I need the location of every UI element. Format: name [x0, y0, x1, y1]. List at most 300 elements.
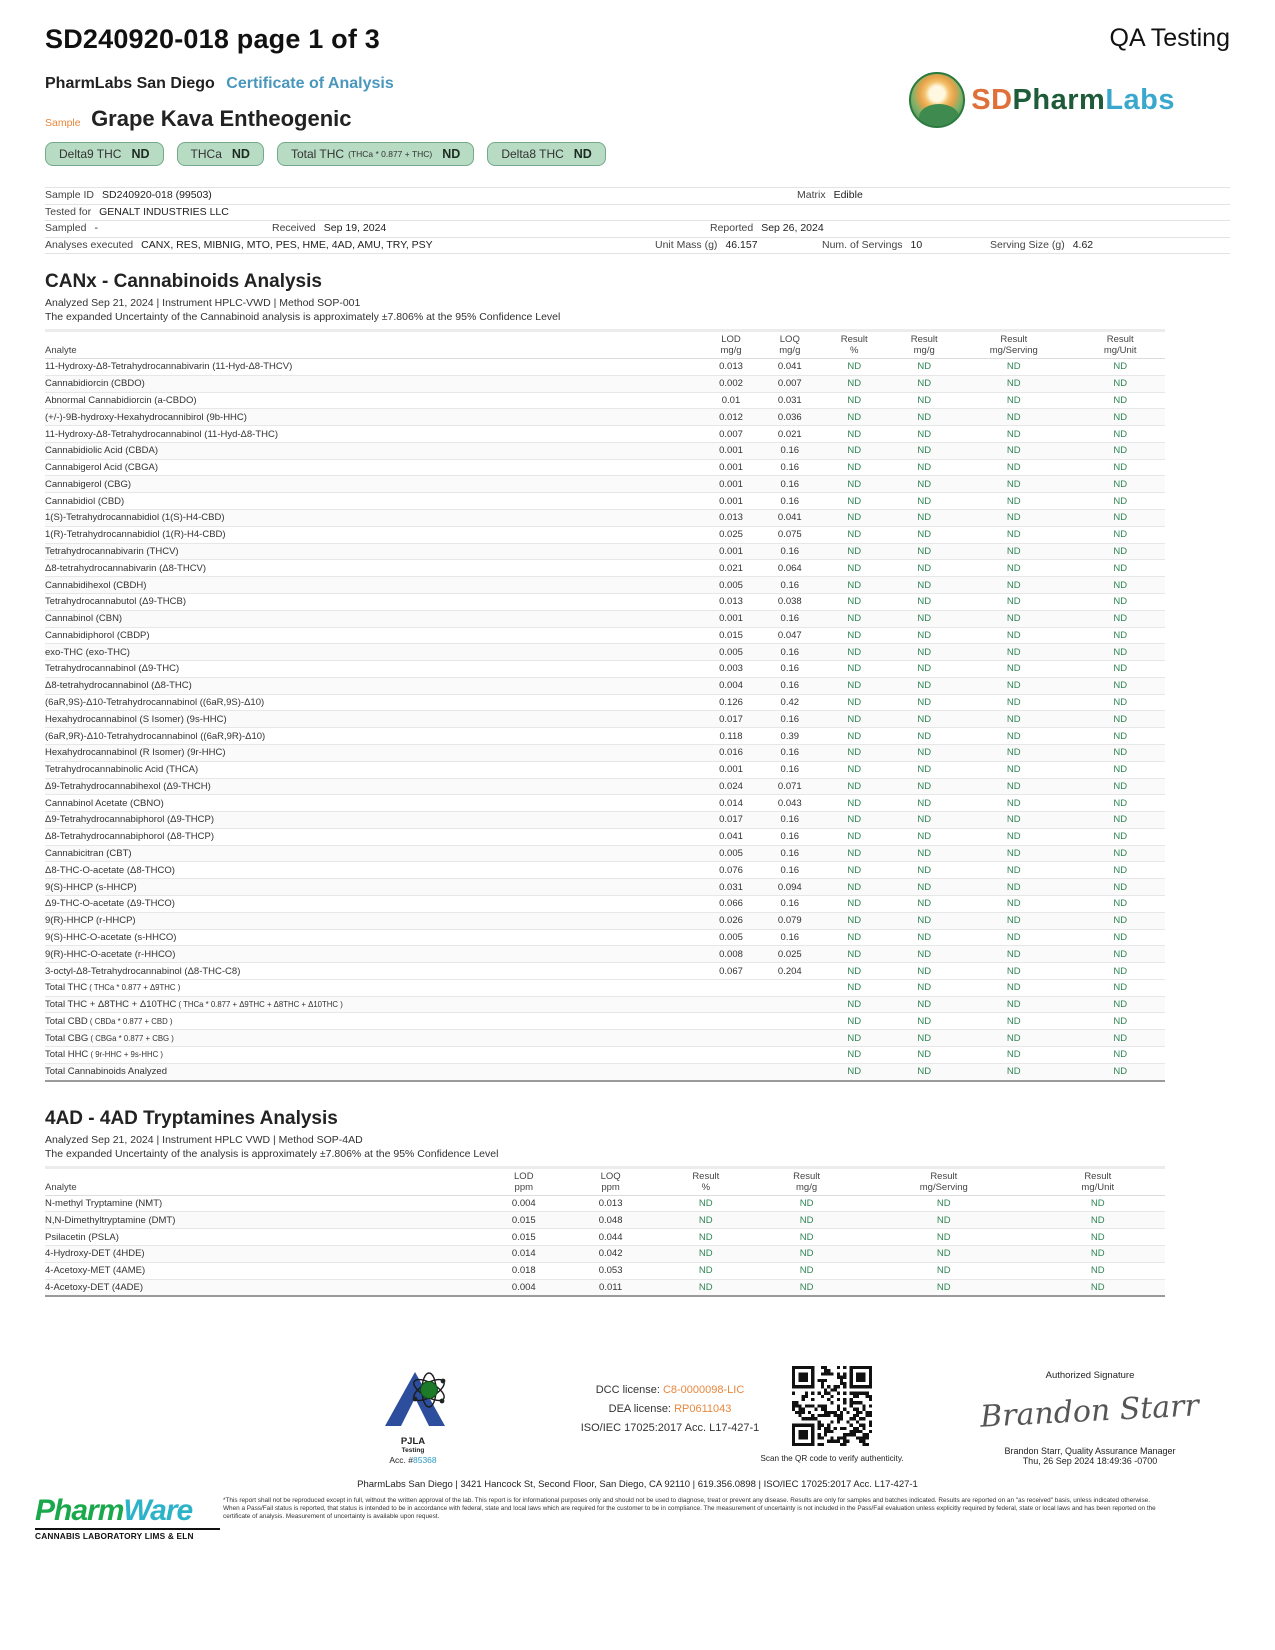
result-cell: ND: [1031, 1262, 1165, 1279]
result-cell: ND: [812, 426, 896, 443]
table-row: [45, 560, 1165, 577]
result-cell: ND: [1075, 459, 1165, 476]
result-cell: 0.16: [767, 812, 812, 829]
analyte-cell: 3-octyl-Δ8-Tetrahydrocannabinol (Δ8-THC-C8): [45, 963, 695, 980]
result-cell: 0.075: [767, 526, 812, 543]
reported-value: Sep 26, 2024: [761, 222, 824, 234]
result-cell: ND: [1075, 1013, 1165, 1030]
result-cell: 0.39: [767, 728, 812, 745]
table-row: [45, 493, 1165, 510]
received-value: Sep 19, 2024: [323, 222, 387, 234]
result-cell: ND: [896, 879, 952, 896]
result-cell: ND: [952, 1013, 1075, 1030]
result-cell: ND: [896, 493, 952, 510]
result-cell: 0.16: [767, 459, 812, 476]
serving-size-value: 4.62: [1072, 238, 1094, 251]
result-cell: ND: [896, 761, 952, 778]
result-cell: ND: [952, 392, 1075, 409]
pharmware-subtitle: CANNABIS LABORATORY LIMS & ELN: [35, 1528, 220, 1541]
result-cell: ND: [952, 728, 1075, 745]
table-row: [45, 795, 1165, 812]
result-cell: ND: [952, 661, 1075, 678]
analyte-cell: 4-Acetoxy-DET (4ADE): [45, 1279, 482, 1296]
result-cell: ND: [952, 677, 1075, 694]
result-cell: ND: [896, 560, 952, 577]
result-cell: ND: [896, 476, 952, 493]
table-row: [45, 812, 1165, 829]
result-cell: ND: [812, 896, 896, 913]
analyte-cell: Cannabidiphorol (CBDP): [45, 627, 695, 644]
column-header: Result mg/g: [896, 331, 952, 359]
result-cell: ND: [952, 1063, 1075, 1080]
sample-name: Grape Kava Entheogenic: [91, 106, 352, 131]
result-cell: ND: [812, 761, 896, 778]
analyte-cell: N-methyl Tryptamine (NMT): [45, 1195, 482, 1212]
analyte-cell: Hexahydrocannabinol (S Isomer) (9s-HHC): [45, 711, 695, 728]
pharmware-ware: Ware: [123, 1494, 193, 1527]
result-cell: 0.16: [767, 543, 812, 560]
result-cell: ND: [896, 946, 952, 963]
analyte-cell: Δ9-Tetrahydrocannabiphorol (Δ9-THCP): [45, 812, 695, 829]
pjla-testing-label: Testing: [401, 1447, 425, 1454]
iso-accreditation: ISO/IEC 17025:2017 Acc. L17-427-1: [580, 1422, 760, 1434]
result-cell: 0.012: [695, 409, 768, 426]
result-cell: 0.066: [695, 896, 768, 913]
result-cell: ND: [812, 946, 896, 963]
result-cell: ND: [1031, 1245, 1165, 1262]
result-cell: ND: [812, 1047, 896, 1064]
pjla-acc-label: Acc. #: [389, 1455, 413, 1465]
lab-address-line: PharmLabs San Diego | 3421 Hancock St, Second Floor, San Diego, CA 92110 | 619.356.0898 | ISO/IEC 17025:2017 Acc. L17-427-1: [357, 1479, 918, 1490]
signature-datetime: Thu, 26 Sep 2024 18:49:36 -0700: [1022, 1456, 1158, 1466]
table-row: [45, 1030, 1165, 1047]
result-cell: ND: [655, 1245, 756, 1262]
table-row: [45, 375, 1165, 392]
result-cell: 0.16: [767, 577, 812, 594]
qa-testing-label: QA Testing: [1109, 24, 1230, 52]
brand-pharm: Pharm: [1012, 83, 1106, 116]
result-cell: ND: [896, 845, 952, 862]
result-cell: 0.001: [695, 442, 768, 459]
result-cell: 0.16: [767, 661, 812, 678]
result-cell: 0.071: [767, 778, 812, 795]
table-row: [45, 694, 1165, 711]
result-cell: ND: [812, 828, 896, 845]
result-cell: ND: [952, 459, 1075, 476]
table-row: [45, 610, 1165, 627]
servings-label: Num. of Servings: [822, 238, 903, 251]
result-cell: ND: [756, 1229, 857, 1246]
result-cell: ND: [896, 812, 952, 829]
result-cell: ND: [896, 677, 952, 694]
unit-mass-value: 46.157: [725, 238, 758, 251]
result-cell: ND: [857, 1195, 1031, 1212]
result-cell: ND: [952, 375, 1075, 392]
result-cell: ND: [812, 577, 896, 594]
result-cell: 0.079: [767, 912, 812, 929]
result-cell: ND: [896, 1030, 952, 1047]
result-cell: ND: [896, 728, 952, 745]
analyte-cell: Cannabidihexol (CBDH): [45, 577, 695, 594]
result-cell: 0.008: [695, 946, 768, 963]
result-cell: ND: [952, 795, 1075, 812]
document-id: SD240920-018 page 1 of 3: [45, 24, 380, 54]
signature-block: [930, 1370, 1250, 1466]
result-cell: ND: [812, 560, 896, 577]
result-cell: 0.118: [695, 728, 768, 745]
analyte-cell: Psilacetin (PSLA): [45, 1229, 482, 1246]
result-cell: 0.16: [767, 644, 812, 661]
result-cell: ND: [812, 644, 896, 661]
received-label: Received: [272, 222, 316, 234]
result-cell: ND: [952, 560, 1075, 577]
result-cell: ND: [756, 1195, 857, 1212]
result-cell: ND: [1075, 778, 1165, 795]
result-cell: ND: [896, 644, 952, 661]
table-row: [45, 459, 1165, 476]
result-cell: ND: [812, 593, 896, 610]
result-cell: 0.031: [695, 879, 768, 896]
result-cell: ND: [812, 963, 896, 980]
result-cell: ND: [952, 526, 1075, 543]
analyte-cell: Cannabidiolic Acid (CBDA): [45, 442, 695, 459]
result-cell: ND: [952, 979, 1075, 996]
sample-id-value: SD240920-018 (99503): [102, 189, 212, 201]
analyte-cell: (6aR,9S)-Δ10-Tetrahydrocannabinol ((6aR,9S)-Δ10): [45, 694, 695, 711]
serving-size-label: Serving Size (g): [990, 238, 1065, 251]
table-row: [45, 979, 1165, 996]
column-header: Result mg/Unit: [1075, 331, 1165, 359]
fourad-section-meta: Analyzed Sep 21, 2024 | Instrument HPLC VWD | Method SOP-4AD: [45, 1133, 363, 1146]
table-row: [45, 476, 1165, 493]
result-cell: ND: [1075, 1030, 1165, 1047]
column-header: Analyte: [45, 331, 695, 359]
result-cell: ND: [1075, 476, 1165, 493]
result-cell: ND: [812, 459, 896, 476]
canx-table-body: [45, 359, 1165, 980]
result-cell: ND: [857, 1212, 1031, 1229]
unit-mass-label: Unit Mass (g): [655, 238, 718, 251]
result-cell: 0.01: [695, 392, 768, 409]
result-cell: ND: [896, 627, 952, 644]
table-row: [45, 1279, 1165, 1296]
result-cell: ND: [812, 929, 896, 946]
result-cell: ND: [756, 1279, 857, 1296]
result-cell: 0.16: [767, 845, 812, 862]
fourad-section-title: 4AD - 4AD Tryptamines Analysis: [45, 1107, 338, 1129]
result-cell: ND: [896, 359, 952, 376]
result-cell: ND: [756, 1262, 857, 1279]
result-cell: ND: [896, 979, 952, 996]
analyte-cell: Tetrahydrocannabutol (Δ9-THCB): [45, 593, 695, 610]
result-cell: ND: [812, 744, 896, 761]
result-cell: 0.015: [482, 1212, 566, 1229]
brand-wordmark: [971, 84, 1175, 117]
analyte-cell: Total THC + Δ8THC + Δ10THC ( THCa * 0.877 + Δ9THC + Δ8THC + Δ10THC ): [45, 996, 695, 1013]
result-cell: [695, 979, 768, 996]
canx-uncertainty-note: The expanded Uncertainty of the Cannabinoid analysis is approximately ±7.806% at the 95% Confidence Level: [45, 311, 561, 323]
result-cell: 0.041: [767, 359, 812, 376]
result-cell: ND: [952, 778, 1075, 795]
column-header: Result mg/g: [756, 1167, 857, 1195]
dea-license-value: RP0611043: [674, 1403, 732, 1415]
matrix-label: Matrix: [797, 189, 826, 201]
result-cell: 0.053: [566, 1262, 656, 1279]
fourad-table-head: [45, 1167, 1165, 1195]
column-header: Result mg/Serving: [952, 331, 1075, 359]
result-cell: ND: [952, 577, 1075, 594]
sampled-label: Sampled: [45, 222, 87, 234]
table-row: [45, 963, 1165, 980]
result-cell: ND: [952, 627, 1075, 644]
result-cell: 0.026: [695, 912, 768, 929]
analyte-cell: Cannabinol (CBN): [45, 610, 695, 627]
analyte-cell: 11-Hydroxy-Δ8-Tetrahydrocannabivarin (11-Hyd-Δ8-THCV): [45, 359, 695, 376]
result-cell: ND: [812, 879, 896, 896]
analyte-cell: 4-Hydroxy-DET (4HDE): [45, 1245, 482, 1262]
result-cell: 0.16: [767, 476, 812, 493]
fourad-table-body: [45, 1195, 1165, 1296]
table-row: [45, 593, 1165, 610]
result-cell: ND: [1075, 577, 1165, 594]
result-cell: 0.16: [767, 744, 812, 761]
result-cell: ND: [952, 761, 1075, 778]
table-row: [45, 392, 1165, 409]
analyte-cell: Δ9-THC-O-acetate (Δ9-THCO): [45, 896, 695, 913]
result-cell: ND: [952, 409, 1075, 426]
table-row: [45, 644, 1165, 661]
result-cell: ND: [952, 694, 1075, 711]
table-row: [45, 862, 1165, 879]
result-cell: ND: [655, 1195, 756, 1212]
table-row: [45, 728, 1165, 745]
result-cell: ND: [812, 795, 896, 812]
result-cell: 0.003: [695, 661, 768, 678]
table-row: [45, 1047, 1165, 1064]
result-cell: ND: [896, 862, 952, 879]
analyte-cell: 9(S)-HHC-O-acetate (s-HHCO): [45, 929, 695, 946]
result-cell: 0.094: [767, 879, 812, 896]
result-cell: 0.001: [695, 476, 768, 493]
result-cell: ND: [857, 1279, 1031, 1296]
table-row: [45, 761, 1165, 778]
result-cell: ND: [812, 979, 896, 996]
result-cell: 0.031: [767, 392, 812, 409]
analyte-cell: Cannabinol Acetate (CBNO): [45, 795, 695, 812]
result-cell: ND: [952, 862, 1075, 879]
dea-license-label: DEA license:: [608, 1403, 671, 1415]
result-cell: ND: [896, 442, 952, 459]
result-cell: ND: [1075, 812, 1165, 829]
summary-badge: Delta9 THC ND: [45, 142, 164, 166]
analyte-cell: Total Cannabinoids Analyzed: [45, 1063, 695, 1080]
result-cell: ND: [1075, 879, 1165, 896]
column-header: Result %: [655, 1167, 756, 1195]
result-cell: ND: [952, 828, 1075, 845]
table-row: [45, 577, 1165, 594]
table-row: [45, 442, 1165, 459]
result-cell: ND: [952, 912, 1075, 929]
summary-badge: Delta8 THC ND: [487, 142, 606, 166]
result-cell: ND: [812, 1030, 896, 1047]
result-cell: 0.16: [767, 828, 812, 845]
result-cell: ND: [952, 543, 1075, 560]
servings-value: 10: [910, 238, 923, 251]
analyses-label: Analyses executed: [45, 238, 134, 251]
result-cell: [767, 1030, 812, 1047]
result-cell: 0.048: [566, 1212, 656, 1229]
analyte-cell: 1(S)-Tetrahydrocannabidiol (1(S)-H4-CBD): [45, 510, 695, 527]
result-cell: ND: [896, 711, 952, 728]
analyte-cell: N,N-Dimethyltryptamine (DMT): [45, 1212, 482, 1229]
result-cell: ND: [952, 744, 1075, 761]
result-cell: ND: [812, 493, 896, 510]
result-cell: ND: [812, 862, 896, 879]
result-cell: ND: [1075, 593, 1165, 610]
brand-sd: SD: [971, 83, 1013, 116]
table-row: [45, 744, 1165, 761]
result-cell: ND: [1075, 526, 1165, 543]
qr-block: [752, 1366, 912, 1463]
result-cell: 0.007: [695, 426, 768, 443]
result-cell: ND: [896, 929, 952, 946]
brand-labs: Labs: [1105, 83, 1175, 116]
analyte-cell: 9(R)-HHC-O-acetate (r-HHCO): [45, 946, 695, 963]
result-cell: ND: [857, 1229, 1031, 1246]
table-row: [45, 1063, 1165, 1080]
result-cell: ND: [812, 476, 896, 493]
result-cell: ND: [1075, 375, 1165, 392]
result-cell: 0.013: [695, 359, 768, 376]
result-cell: 0.021: [767, 426, 812, 443]
result-cell: [695, 1030, 768, 1047]
result-cell: [767, 996, 812, 1013]
result-cell: ND: [896, 795, 952, 812]
result-cell: 0.017: [695, 711, 768, 728]
result-cell: ND: [896, 896, 952, 913]
dcc-license-value: C8-0000098-LIC: [662, 1384, 745, 1396]
result-cell: 0.013: [566, 1195, 656, 1212]
result-cell: 0.024: [695, 778, 768, 795]
result-cell: ND: [812, 627, 896, 644]
result-cell: 0.014: [695, 795, 768, 812]
result-cell: 0.16: [767, 929, 812, 946]
result-cell: ND: [952, 359, 1075, 376]
analyte-cell: Hexahydrocannabinol (R Isomer) (9r-HHC): [45, 744, 695, 761]
column-header: LOD ppm: [482, 1167, 566, 1195]
analyte-cell: 4-Acetoxy-MET (4AME): [45, 1262, 482, 1279]
result-cell: ND: [952, 610, 1075, 627]
reported-label: Reported: [710, 222, 754, 234]
result-cell: 0.044: [566, 1229, 656, 1246]
table-row: [45, 711, 1165, 728]
canx-section-title: CANx - Cannabinoids Analysis: [45, 271, 322, 292]
canx-section-meta: Analyzed Sep 21, 2024 | Instrument HPLC-VWD | Method SOP-001: [45, 297, 361, 309]
result-cell: 0.016: [695, 744, 768, 761]
result-cell: ND: [1031, 1195, 1165, 1212]
result-cell: ND: [1075, 1047, 1165, 1064]
table-row: [45, 996, 1165, 1013]
result-cell: ND: [1075, 862, 1165, 879]
analyte-cell: 1(R)-Tetrahydrocannabidiol (1(R)-H4-CBD): [45, 526, 695, 543]
table-row: [45, 1212, 1165, 1229]
result-cell: 0.007: [767, 375, 812, 392]
table-row: [45, 510, 1165, 527]
analyte-cell: Total CBG ( CBGa * 0.877 + CBG ): [45, 1030, 695, 1047]
pjla-name: PJLA: [400, 1436, 426, 1447]
sample-info-row: [45, 237, 1230, 255]
result-cell: ND: [1075, 627, 1165, 644]
table-row: [45, 828, 1165, 845]
result-cell: 0.004: [482, 1195, 566, 1212]
result-cell: ND: [952, 946, 1075, 963]
result-cell: 0.018: [482, 1262, 566, 1279]
result-cell: ND: [896, 694, 952, 711]
qr-caption: Scan the QR code to verify authenticity.: [760, 1454, 904, 1463]
pharmware-wordmark: [35, 1494, 220, 1528]
result-cell: 0.013: [695, 593, 768, 610]
result-cell: 0.064: [767, 560, 812, 577]
table-row: [45, 1229, 1165, 1246]
result-cell: ND: [655, 1212, 756, 1229]
page-header: [45, 0, 1230, 55]
analyte-cell: 9(R)-HHCP (r-HHCP): [45, 912, 695, 929]
result-cell: 0.005: [695, 577, 768, 594]
column-header: Result mg/Serving: [857, 1167, 1031, 1195]
result-cell: ND: [952, 510, 1075, 527]
result-cell: ND: [812, 677, 896, 694]
result-cell: [695, 1047, 768, 1064]
result-cell: ND: [812, 845, 896, 862]
result-cell: 0.001: [695, 459, 768, 476]
sdpharmlabs-logo: [909, 72, 1175, 128]
analyte-cell: Δ8-Tetrahydrocannabiphorol (Δ8-THCP): [45, 828, 695, 845]
analyte-cell: Δ9-Tetrahydrocannabihexol (Δ9-THCH): [45, 778, 695, 795]
result-cell: ND: [896, 912, 952, 929]
result-cell: ND: [655, 1229, 756, 1246]
summary-badges: [45, 142, 1230, 166]
sample-info: [45, 187, 1230, 254]
analyte-cell: Δ8-tetrahydrocannabivarin (Δ8-THCV): [45, 560, 695, 577]
analyte-cell: Cannabidiol (CBD): [45, 493, 695, 510]
result-cell: ND: [756, 1245, 857, 1262]
result-cell: ND: [1075, 1063, 1165, 1080]
result-cell: ND: [896, 459, 952, 476]
result-cell: ND: [812, 543, 896, 560]
analyte-cell: 9(S)-HHCP (s-HHCP): [45, 879, 695, 896]
result-cell: ND: [812, 392, 896, 409]
result-cell: 0.004: [695, 677, 768, 694]
result-cell: ND: [952, 879, 1075, 896]
result-cell: ND: [655, 1262, 756, 1279]
result-cell: ND: [812, 409, 896, 426]
result-cell: ND: [812, 1063, 896, 1080]
result-cell: ND: [1075, 694, 1165, 711]
result-cell: ND: [896, 996, 952, 1013]
result-cell: ND: [812, 694, 896, 711]
result-cell: ND: [896, 1047, 952, 1064]
sampled-value: -: [94, 222, 98, 234]
result-cell: ND: [1075, 359, 1165, 376]
result-cell: ND: [812, 711, 896, 728]
result-cell: ND: [857, 1245, 1031, 1262]
result-cell: 0.004: [482, 1279, 566, 1296]
result-cell: 0.42: [767, 694, 812, 711]
result-cell: 0.001: [695, 610, 768, 627]
result-cell: [767, 1013, 812, 1030]
result-cell: ND: [896, 661, 952, 678]
column-header: LOD mg/g: [695, 331, 768, 359]
